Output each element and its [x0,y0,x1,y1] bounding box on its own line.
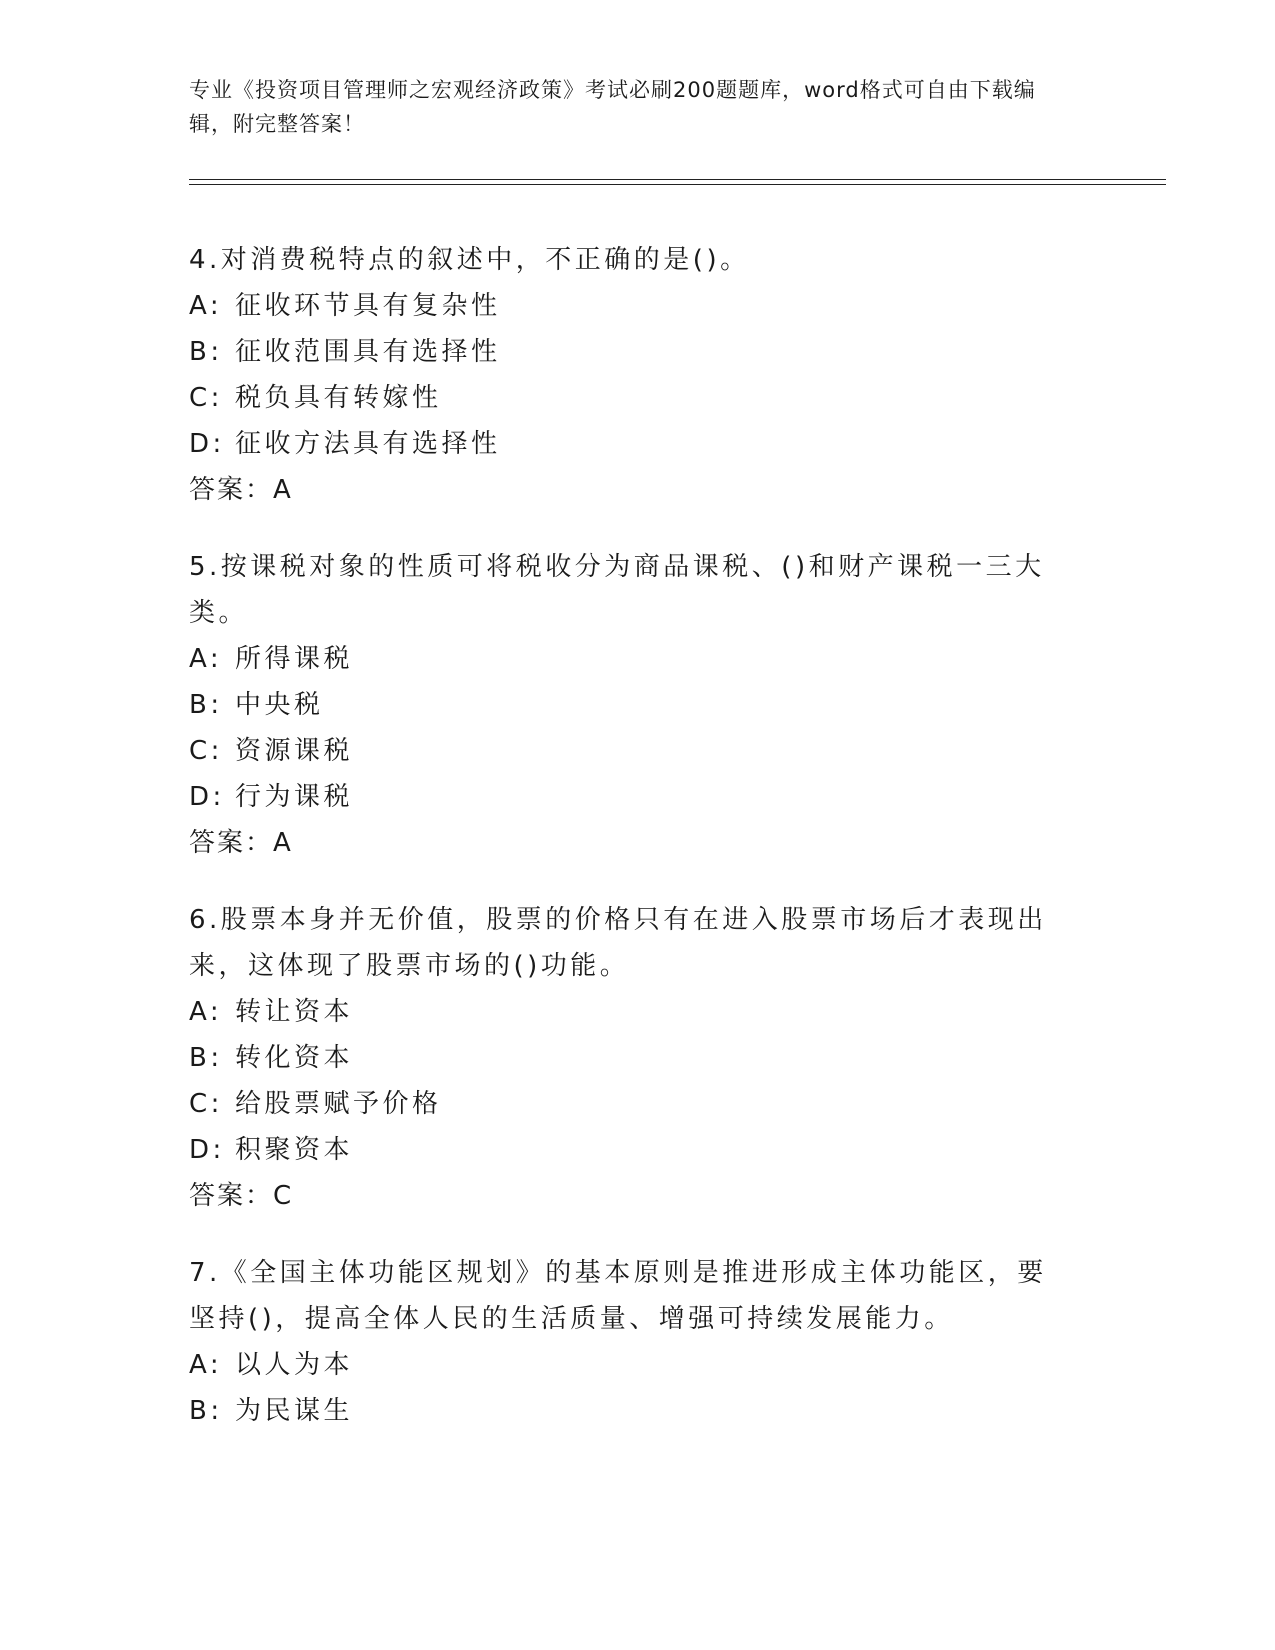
question-item [189,544,1069,866]
option-letter: A: [189,1350,223,1380]
question-list [189,237,1069,1465]
option-text: 行为课税 [235,782,354,812]
answer-line: 答案：C [189,1181,294,1211]
option-letter: C: [189,383,223,413]
option-a [189,989,1069,1035]
option-letter: C: [189,1089,223,1119]
answer-line: 答案：A [189,475,293,505]
question-stem: 7.《全国主体功能区规划》的基本原则是推进形成主体功能区，要坚持()，提高全体人民的生活质量、增强可持续发展能力。 [189,1258,1047,1334]
option-text: 给股票赋予价格 [235,1089,442,1119]
question-stem: 5.按课税对象的性质可将税收分为商品课税、()和财产课税一三大类。 [189,552,1045,628]
option-c [189,1081,1069,1127]
option-text: 征收方法具有选择性 [235,429,501,459]
option-text: 转让资本 [235,997,354,1027]
option-c [189,728,1069,774]
option-c [189,375,1069,421]
option-a [189,1342,1069,1388]
option-d [189,421,1069,467]
option-b [189,329,1069,375]
option-text: 转化资本 [235,1043,354,1073]
option-text: 资源课税 [235,736,354,766]
option-a [189,636,1069,682]
option-text: 积聚资本 [235,1135,354,1165]
question-item [189,237,1069,513]
option-d [189,774,1069,820]
option-text: 征收范围具有选择性 [235,337,501,367]
option-letter: C: [189,736,223,766]
option-b [189,1035,1069,1081]
header-divider-bottom [189,184,1166,185]
option-letter: B: [189,1396,223,1426]
option-text: 税负具有转嫁性 [235,383,442,413]
option-b [189,682,1069,728]
answer-line: 答案：A [189,828,293,858]
option-text: 以人为本 [235,1350,354,1380]
option-letter: B: [189,1043,223,1073]
option-letter: B: [189,690,223,720]
option-text: 征收环节具有复杂性 [235,291,501,321]
option-b [189,1388,1069,1434]
option-letter: A: [189,644,223,674]
question-item [189,897,1069,1219]
option-text: 为民谋生 [235,1396,354,1426]
header-divider-top [189,179,1166,180]
option-letter: A: [189,291,223,321]
option-letter: B: [189,337,223,367]
option-letter: D: [189,1135,225,1165]
option-a [189,283,1069,329]
question-stem: 4.对消费税特点的叙述中，不正确的是()。 [189,245,750,275]
option-text: 所得课税 [235,644,354,674]
question-stem: 6.股票本身并无价值，股票的价格只有在进入股票市场后才表现出来，这体现了股票市场的()功能。 [189,905,1047,981]
question-item [189,1250,1069,1434]
document-header: 专业《投资项目管理师之宏观经济政策》考试必刷200题题库，word格式可自由下载编辑，附完整答案！ [189,78,1036,136]
option-letter: D: [189,429,225,459]
option-d [189,1127,1069,1173]
option-text: 中央税 [235,690,324,720]
option-letter: D: [189,782,225,812]
option-letter: A: [189,997,223,1027]
